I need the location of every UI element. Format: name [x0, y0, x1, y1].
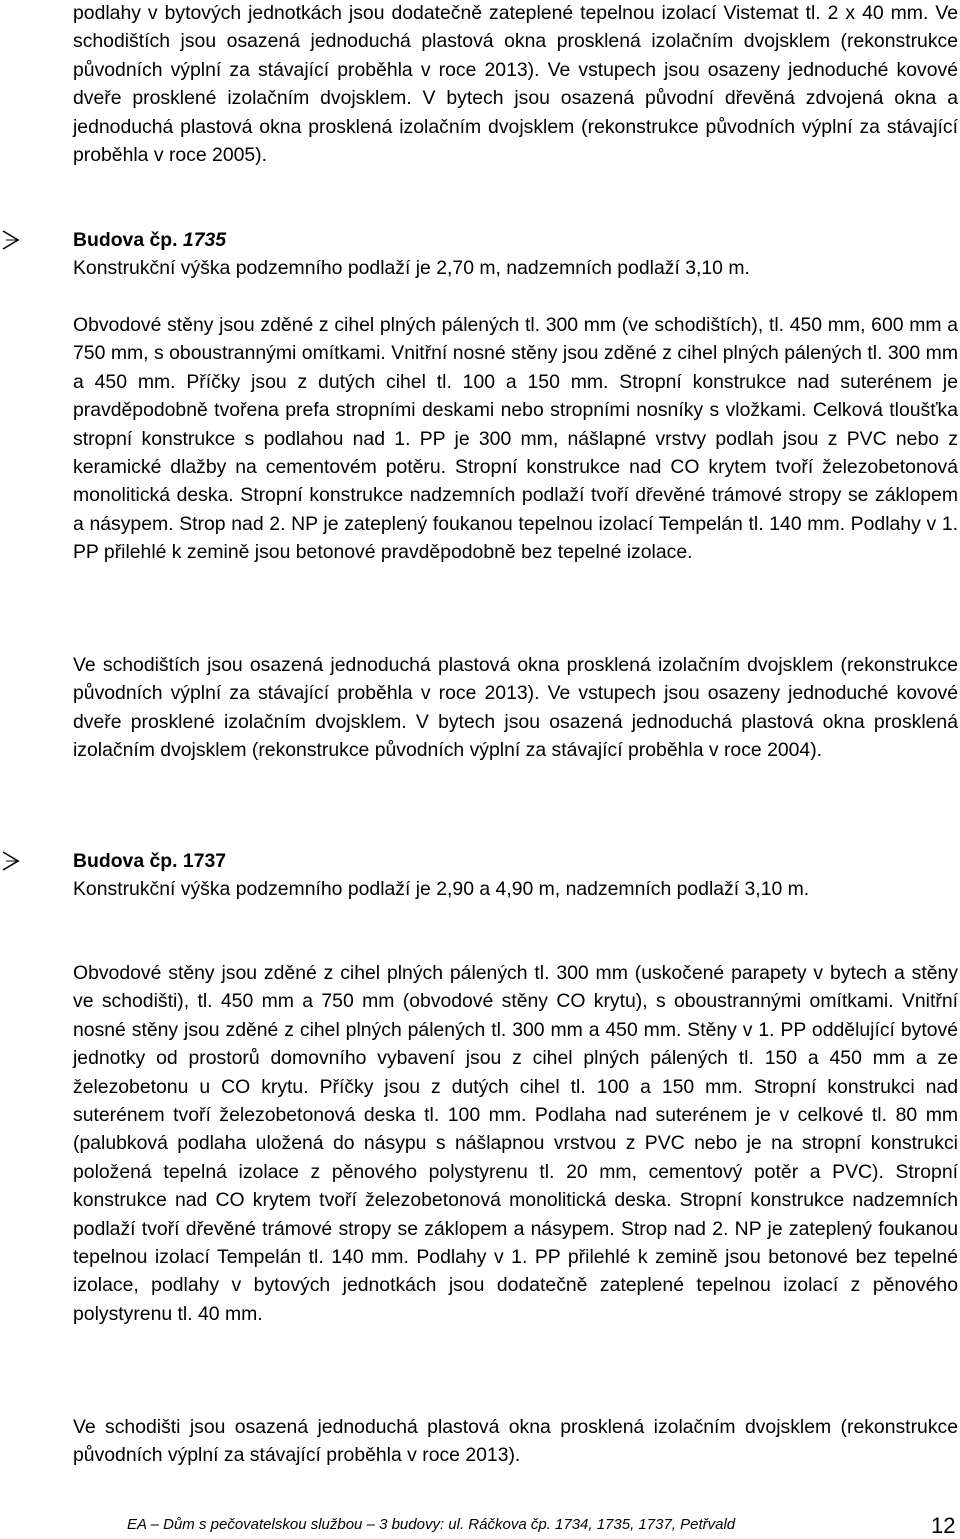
- building-1737-windows: Ve schodišti jsou osazená jednoduchá plastová okna prosklená izolačním dvojsklem (rekonstrukce původních výplní za stávající proběhla v roce 2013).: [73, 1416, 958, 1467]
- building-1735-description: Obvodové stěny jsou zděné z cihel plných pálených tl. 300 mm (ve schodištích), tl. 450 mm, 600 mm a 750 mm, s oboustrannými omítkami. Vnitřní nosné stěny jsou zděné z cihel plných pálených tl. 300 mm a 450 mm. Příčky jsou z dutých cihel tl. 100 a 150 mm. Stropní konstrukce nad suterénem je pravděpodobně tvořena prefa stropními deskami nebo stropními nosníky s vložkami. Celková tloušťka stropní konstrukce s podlahou nad 1. PP je 300 mm, nášlapné vrstvy podlah jsou z PVC nebo z keramické dlažby na cementovém potěru. Stropní konstrukce nad CO krytem tvoří železobetonová monolitická deska. Stropní konstrukce nadzemních podlaží tvoří dřevěné trámové stropy se záklopem a násypem. Strop nad 2. NP je zateplený foukanou tepelnou izolací Tempelán tl. 140 mm. Podlahy v 1. PP přilehlé k zemině jsou betonové pravděpodobně bez tepelné izolace.: [73, 314, 958, 564]
- building-1737-height: Konstrukční výška podzemního podlaží je 2,90 a 4,90 m, nadzemních podlaží 3,10 m.: [73, 878, 810, 900]
- footer-caption: EA – Dům s pečovatelskou službou – 3 budovy: ul. Ráčkova čp. 1734, 1735, 1737, Petřvald: [127, 1516, 736, 1533]
- heading-number: 1735: [182, 229, 227, 251]
- arrowhead-bullet-icon: [2, 851, 20, 871]
- heading-prefix: Budova čp.: [73, 229, 178, 251]
- building-1735-height: Konstrukční výška podzemního podlaží je 2,70 m, nadzemních podlaží 3,10 m.: [73, 257, 750, 279]
- heading-number: 1737: [182, 850, 227, 872]
- building-1735-windows: Ve schodištích jsou osazená jednoduchá plastová okna prosklená izolačním dvojsklem (rekonstrukce původních výplní za stávající proběhla v roce 2013). Ve vstupech jsou osazeny jednoduché kovové dveře prosklené izolačním dvojsklem. V bytech jsou osazená jednoduchá plastová okna prosklená izolačním dvojsklem (rekonstrukce původních výplní za stávající proběhla v roce 2004).: [73, 654, 958, 762]
- page-number: 12: [931, 1513, 956, 1538]
- heading-prefix: Budova čp.: [73, 850, 178, 872]
- building-1735-title: [73, 226, 226, 254]
- arrowhead-bullet-icon: [2, 230, 20, 250]
- building-1737-description: Obvodové stěny jsou zděné z cihel plných pálených tl. 300 mm (uskočené parapety v bytech a stěny ve schodišti), tl. 450 mm a 750 mm (obvodové stěny CO krytu), s oboustrannými omítkami. Vnitřní nosné stěny jsou zděné z cihel plných pálených tl. 300 mm a 450 mm. Stěny v 1. PP oddělující bytové jednotky od prostorů domovního vybavení jsou z cihel plných pálených tl. 150 a 450 mm a ze železobetonu u CO krytu. Příčky jsou z dutých cihel tl. 100 a 150 mm. Stropní konstrukci nad suterénem tvoří železobetonová deska tl. 100 mm. Podlaha nad suterénem je v celkové tl. 80 mm (palubková podlaha uložená do násypu s nášlapnou vrstvou z PVC nebo je na stropní konstrukci položená tepelná izolace z pěnového polystyrenu tl. 20 mm, cementový potěr a PVC). Stropní konstrukce nad CO krytem tvoří železobetonová monolitická deska. Stropní konstrukce nadzemních podlaží tvoří dřevěné trámové stropy se záklopem a násypem. Strop nad 2. NP je zateplený foukanou tepelnou izolací Tempelán tl. 140 mm. Podlahy v 1. PP přilehlé k zemině jsou betonové bez tepelné izolace, podlahy v bytových jednotkách jsou dodatečně zateplené tepelnou izolací z pěnového polystyrenu tl. 40 mm.: [73, 962, 958, 1325]
- intro-paragraph: podlahy v bytových jednotkách jsou dodatečně zateplené tepelnou izolací Vistemat tl. 2 x 40 mm. Ve schodištích jsou osazená jednoduchá plastová okna prosklená izolačním dvojsklem (rekonstrukce původních výplní za stávající proběhla v roce 2013). Ve vstupech jsou osazeny jednoduché kovové dveře prosklené izolačním dvojsklem. V bytech jsou osazená původní dřevěná zdvojená okna a jednoduchá plastová okna prosklená izolačním dvojsklem (rekonstrukce původních výplní za stávající proběhla v roce 2005).: [73, 2, 958, 167]
- building-1737-title: [73, 847, 226, 875]
- building-1735-heading: [0, 226, 960, 254]
- building-1737-heading: [0, 847, 960, 875]
